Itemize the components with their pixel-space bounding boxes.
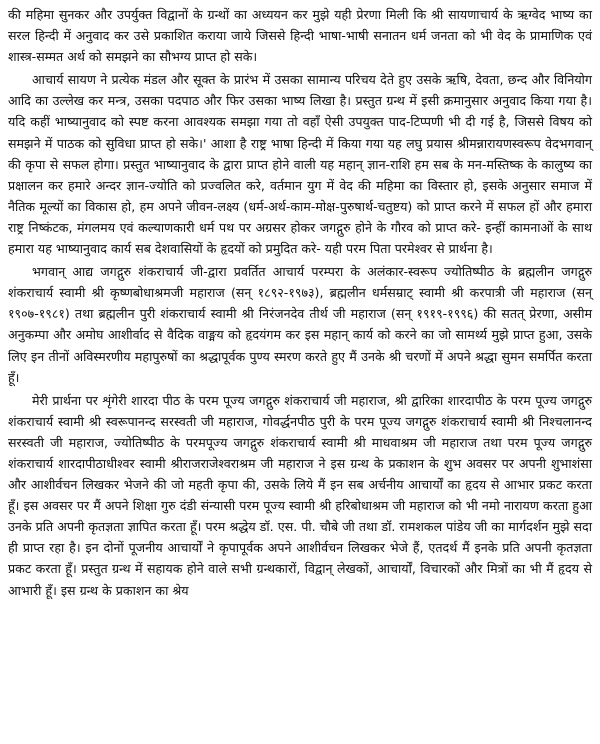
paragraph-continuation: की महिमा सुनकर और उपर्युक्त विद्वानों के ग्रन्थों का अध्ययन कर मुझे यही प्रेरणा मिली कि श्री सायणाचार्य के ऋग्वेद भाष्य का सरल हिन्दी में अनुवाद कर उसे प्रकाशित कराया जाये जिससे हिन्दी भाषा-भाषी सनातन धर्म जनता को भी वेद के प्रामाणिक एवं शास्त्र-सम्मत अर्थ को समझने का सौभग्य प्राप्त हो सके। [8,7,592,65]
paragraph-translation-method: आचार्य सायण ने प्रत्येक मंडल और सूक्त के प्रारंभ में उसका सामान्य परिचय देते हुए उसके ऋषि, देवता, छन्द और विनियोग आदि का उल्लेख कर मन्त्र, उसका पदपाठ और फिर उसका भाष्य लिखा है। प्रस्तुत ग्रन्थ में इसी क्रमानुसार अनुवाद किया गया है। यदि कहीं भाष्यानुवाद को स्पष्ट करना आवश्यक समझा गया तो वहाँ ऐसी उपयुक्त पाद-टिप्पणी भी दी गई है, जिससे विषय को समझने में पाठक को सुविधा प्राप्त हो सके।' आशा है राष्ट्र भाषा हिन्दी में किया गया यह लघु प्रयास श्रीमन्नारायणस्वरूप वेदभगवान् की कृपा से सफल होगा। प्रस्तुत भाष्यानुवाद के द्वारा प्राप्त होने वाली यह महान् ज्ञान-राशि हम सब के मन-मस्तिष्क के कालुष्य का प्रक्षालन कर हमारे अन्दर ज्ञान-ज्योति को प्रज्वलित करे, वर्तमान युग में वेद की महिमा का विस्तार हो, इसके अनुसार समाज में नैतिक मूल्यों का विकास हो, हम अपने जीवन-लक्ष्य (धर्म-अर्थ-काम-मोक्ष-पुरुषार्थ-चतुष्टय) को प्राप्त करने में सफल हों और हमारा राष्ट्र निष्कंटक, मंगलमय एवं कल्याणकारी धर्म पथ पर अग्रसर होकर जगद्गुरु होने के गौरव को प्राप्त करे- इन्हीं कामनाओं के साथ हमारा यह भाष्यानुवाद कार्य सब देशवासियों के हृदयों को प्रमुदित करे- यही परम पिता परमेश्वर से प्रार्थना है। [8,72,592,257]
paragraph-acknowledgements: मेरी प्रार्थना पर शृंगेरी शारदा पीठ के परम पूज्य जगद्गुरु शंकराचार्य जी महाराज, श्री द्वारिका शारदापीठ के परम पूज्य जगद्गुरु शंकराचार्य स्वामी श्री स्वरूपानन्द सरस्वती जी महाराज, गोवर्द्धनपीठ पुरी के परम पूज्य जगद्गुरु शंकराचार्य स्वामी श्री निश्चलानन्द सरस्वती जी महाराज, ज्योतिष्पीठ के परमपूज्य जगद्गुरु शंकराचार्य स्वामी श्री माधवाश्रम जी महाराज तथा परम पूज्य जगद्गुरु शंकराचार्य शारदापीठाधीश्वर स्वामी श्रीराजराजेश्वराश्रम जी महाराज ने इस ग्रन्थ के प्रकाशन के शुभ अवसर पर अपनी शुभाशंसा और आशीर्वचन लिखकर भेजने की जो महती कृपा की, उसके लिये मैं इन सब अर्चनीय आचार्यों का हृदय से आभार प्रकट करता हूँ। इस अवसर पर मैं अपने शिक्षा गुरु दंडी संन्यासी परम पूज्य स्वामी श्री हरिबोधाश्रम जी महाराज को भी नमो नारायण करता हुआ उनके प्रति अपनी कृतज्ञता ज्ञापित करता हूँ। परम श्रद्धेय डॉ. एस. पी. चौबे जी तथा डॉ. रामशकल पांडेय जी का मार्गदर्शन मुझे सदा ही प्राप्त रहा है। इन दोनों पूजनीय आचार्यों ने कृपापूर्वक अपने आशीर्वचन लिखकर भेजे हैं, एतदर्थ मैं इनके प्रति अपनी कृतज्ञता प्रकट करता हूँ। प्रस्तुत ग्रन्थ में सहायक होने वाले सभी ग्रन्थकारों, विद्वान् लेखकों, आचार्यों, विचारकों और मित्रों का भी मैं हृदय से आभारी हूँ। इस ग्रन्थ के प्रकाशन का श्रेय [8,392,592,598]
paragraph-tribute-acharyas: भगवान् आद्य जगद्गुरु शंकराचार्य जी-द्वारा प्रवर्तित आचार्य परम्परा के अलंकार-स्वरूप ज्योतिष्पीठ के ब्रह्मलीन जगद्गुरु शंकराचार्य स्वामी श्री कृष्णबोधाश्रमजी महाराज (सन् १८९२-१९७३), ब्रह्मलीन धर्मसम्राट् स्वामी श्री करपात्री जी महाराज (सन् १९०७-१९८१) तथा ब्रह्मलीन पुरी शंकराचार्य स्वामी श्री निरंजनदेव तीर्थ जी महाराज (सन् १९१९-१९९६) की सतत् प्रेरणा, असीम अनुकम्पा और अमोघ आशीर्वाद से वैदिक वाङ्मय को हृदयंगम कर इस महान् कार्य को करने का जो सामर्थ्य मुझे प्राप्त हुआ, उसके लिए इन तीनों अविस्मरणीय महापुरुषों का श्रद्धापूर्वक पुण्य स्मरण करते हुए मैं उनके श्री चरणों में अपने श्रद्धा सुमन समर्पित करता हूँ। [8,264,592,385]
